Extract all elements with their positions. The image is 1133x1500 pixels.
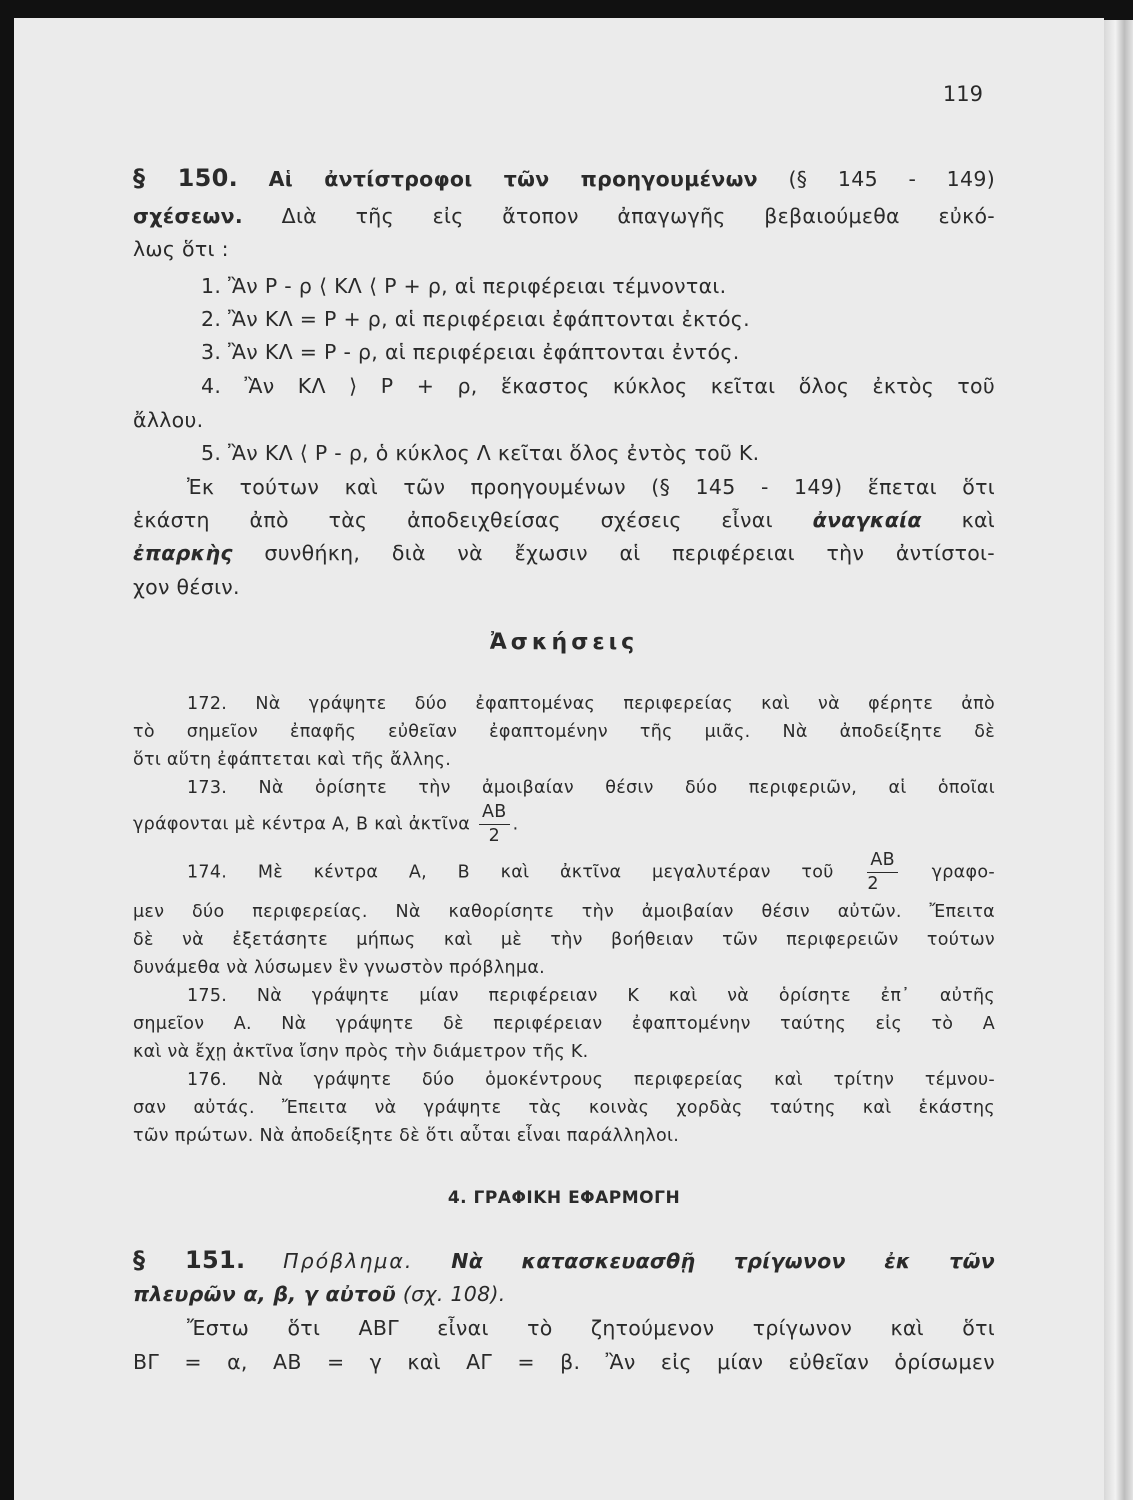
exercise-line: δὲ νὰ ἐξετάσητε μήπως καὶ μὲ τὴν βοήθειαν τῶν περιφερειῶν τούτων — [133, 930, 995, 950]
figure-reference: (σχ. 108). — [402, 1282, 506, 1306]
section-number: § 151. — [133, 1246, 246, 1274]
body-text: συνθήκη, διὰ νὰ ἔχωσιν αἱ περιφέρειαι τὴν ἀντίστοι- — [264, 541, 995, 565]
problem-title: Νὰ κατασκευασθῇ τρίγωνον ἐκ τῶν — [451, 1249, 995, 1273]
chapter-heading: 4. ΓΡΑΦΙΚΗ ΕΦΑΡΜΟΓΗ — [447, 1188, 681, 1208]
list-item: 1. Ἂν Ρ - ρ ⟨ ΚΛ ⟨ Ρ + ρ, αἱ περιφέρειαι τέμνονται. — [201, 274, 727, 298]
emphasis-text: ἀναγκαία — [812, 508, 922, 532]
page-number: 119 — [942, 82, 983, 106]
body-line: Ἐκ τούτων καὶ τῶν προηγουμένων (§ 145 - 149) ἕπεται ὅτι — [187, 475, 995, 499]
fraction-denominator: 2 — [867, 873, 879, 894]
exercise-line: μεν δύο περιφερείας. Νὰ καθορίσητε τὴν ἀμοιβαίαν θέσιν αὐτῶν. Ἔπειτα — [133, 902, 995, 922]
exercise-172: 172. Νὰ γράψητε δύο ἐφαπτομένας περιφερείας καὶ νὰ φέρητε ἀπὸ — [187, 694, 995, 714]
exercise-line: τὸ σημεῖον ἐπαφῆς εὐθεῖαν ἐφαπτομένην τῆς μιᾶς. Νὰ ἀποδείξητε δὲ — [133, 722, 995, 742]
body-text: γράφονται μὲ κέντρα Α, Β καὶ ἀκτῖνα — [133, 814, 471, 835]
exercise-line: καὶ νὰ ἔχῃ ἀκτῖνα ἴσην πρὸς τὴν διάμετρον τῆς Κ. — [133, 1042, 589, 1062]
exercise-line: δυνάμεθα νὰ λύσωμεν ἓν γνωστὸν πρόβλημα. — [133, 958, 546, 978]
section-title-continued: σχέσεων. — [133, 204, 243, 228]
problem-label: Πρόβλημα. — [283, 1249, 414, 1273]
body-text: ἑκάστη ἀπὸ τὰς ἀποδειχθείσας σχέσεις εἶναι — [133, 508, 773, 532]
body-text: γραφο- — [931, 862, 995, 883]
exercise-173: 173. Νὰ ὁρίσητε τὴν ἀμοιβαίαν θέσιν δύο περιφεριῶν, αἱ ὁποῖαι — [187, 778, 995, 798]
section-151-line-2 — [133, 1282, 995, 1306]
body-text: 174. Μὲ κέντρα Α, Β καὶ ἀκτῖνα μεγαλυτέραν τοῦ — [187, 862, 834, 883]
list-item: 4. Ἂν ΚΛ ⟩ Ρ + ρ, ἕκαστος κύκλος κεῖται ὅλος ἐκτὸς τοῦ — [201, 374, 995, 398]
fraction-numerator: ΑΒ — [867, 852, 898, 873]
body-line: Ἔστω ὅτι ΑΒΓ εἶναι τὸ ζητούμενον τρίγωνον καὶ ὅτι — [187, 1316, 995, 1340]
exercises-heading: Ἀσκήσεις — [489, 630, 639, 655]
fraction-denominator: 2 — [488, 825, 501, 846]
fraction-numerator: ΑΒ — [479, 804, 510, 825]
exercise-line: σαν αὐτάς. Ἔπειτα νὰ γράψητε τὰς κοινὰς χορδὰς ταύτης καὶ ἑκάστης — [133, 1098, 995, 1118]
page-edge — [1104, 20, 1133, 1500]
section-title: Αἱ ἀντίστροφοι τῶν προηγουμένων — [268, 167, 758, 191]
fraction — [479, 804, 510, 845]
list-item: 3. Ἂν ΚΛ = Ρ - ρ, αἱ περιφέρειαι ἐφάπτονται ἐντός. — [201, 340, 740, 364]
list-item: 5. Ἂν ΚΛ ⟨ Ρ - ρ, ὁ κύκλος Λ κεῖται ὅλος ἐντὸς τοῦ Κ. — [201, 441, 760, 465]
exercise-175: 175. Νὰ γράψητε μίαν περιφέρειαν Κ καὶ νὰ ὁρίσητε ἐπ᾽ αὐτῆς — [187, 986, 995, 1006]
problem-title-continued: πλευρῶν α, β, γ αὐτοῦ — [133, 1282, 396, 1306]
body-line: λως ὅτι : — [133, 237, 229, 261]
section-number: § 150. — [133, 164, 239, 192]
list-item-continued: ἄλλου. — [133, 408, 204, 432]
section-151-heading — [133, 1246, 995, 1274]
body-line — [133, 508, 995, 532]
exercise-line: τῶν πρώτων. Νὰ ἀποδείξητε δὲ ὅτι αὗται εἶναι παράλληλοι. — [133, 1126, 680, 1146]
punctuation: . — [512, 814, 519, 835]
exercise-174 — [133, 852, 995, 893]
section-reference: (§ 145 - 149) — [788, 167, 995, 191]
section-150-line-2 — [133, 204, 995, 228]
body-line: ΒΓ = α, ΑΒ = γ καὶ ΑΓ = β. Ἂν εἰς μίαν εὐθεῖαν ὁρίσωμεν — [133, 1350, 995, 1374]
section-150-heading — [133, 164, 995, 192]
fraction — [867, 852, 898, 893]
body-line: χον θέσιν. — [133, 575, 240, 599]
book-page — [14, 18, 1104, 1500]
exercise-176: 176. Νὰ γράψητε δύο ὁμοκέντρους περιφερείας καὶ τρίτην τέμνου- — [187, 1070, 995, 1090]
list-item: 2. Ἂν ΚΛ = Ρ + ρ, αἱ περιφέρειαι ἐφάπτονται ἐκτός. — [201, 307, 750, 331]
body-text: καὶ — [961, 508, 995, 532]
body-line — [133, 541, 995, 565]
body-text: Διὰ τῆς εἰς ἄτοπον ἀπαγωγῆς βεβαιούμεθα εὐκό- — [281, 204, 995, 228]
exercise-line: σημεῖον Α. Νὰ γράψητε δὲ περιφέρειαν ἐφαπτομένην ταύτης εἰς τὸ Α — [133, 1014, 995, 1034]
exercise-line: ὅτι αὕτη ἐφάπτεται καὶ τῆς ἄλλης. — [133, 750, 452, 770]
exercise-line — [133, 804, 995, 845]
emphasis-text: ἐπαρκὴς — [133, 541, 233, 565]
